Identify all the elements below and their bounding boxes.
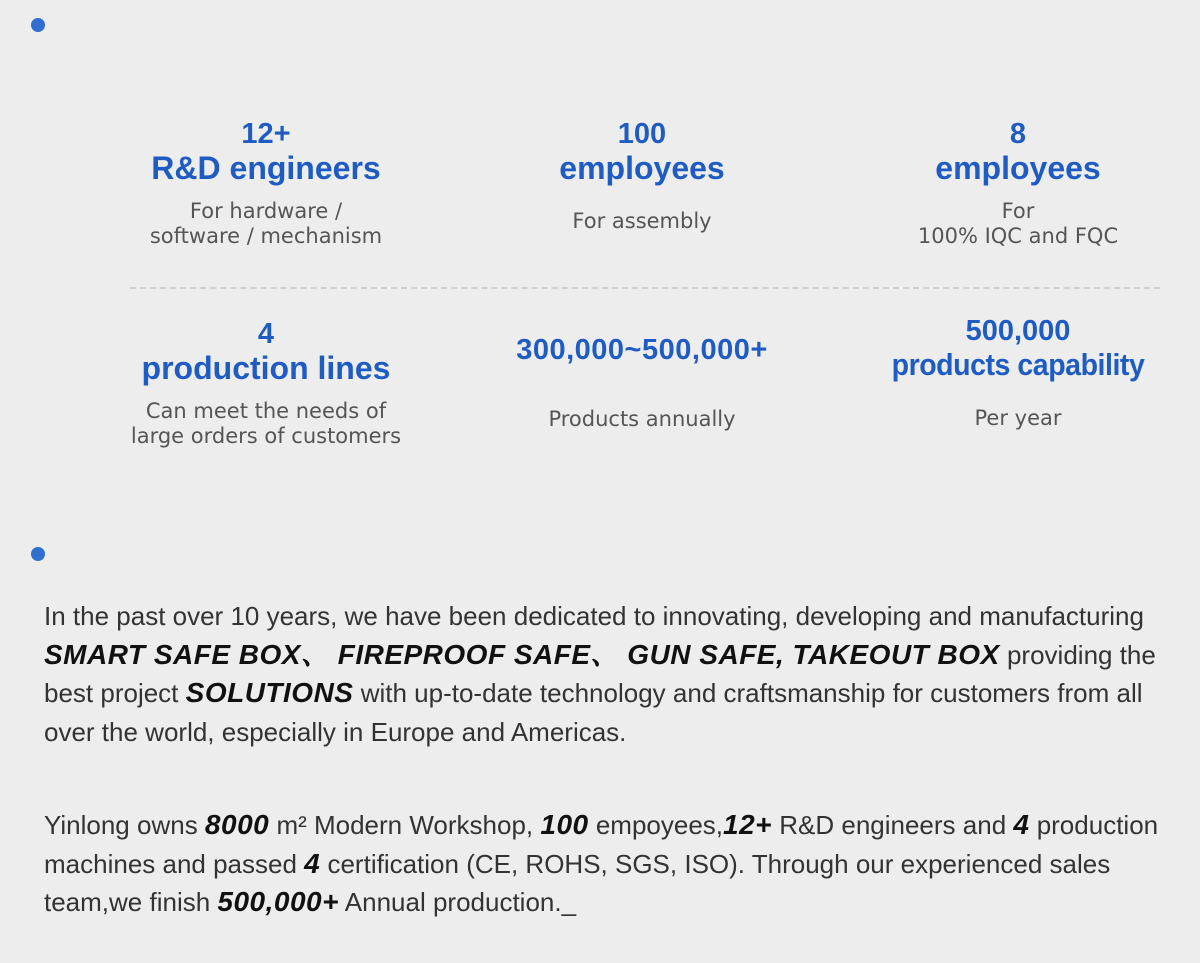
stat-desc-line: Products annually [548,407,736,431]
stat-qc-employees [828,117,1200,249]
stat-description [452,209,832,234]
company-text: Annual production._ [338,887,577,917]
stat-products-annually [452,333,832,432]
section-bullet-1 [31,18,45,32]
machine-count: 4 [1013,809,1030,840]
engineer-count: 12+ [723,809,773,840]
stat-description [76,399,456,449]
stat-number: 100 [617,118,667,150]
stat-title: employees [935,150,1101,186]
stat-assembly-employees [452,117,832,234]
workshop-area: 8000 [204,809,270,840]
stat-desc-line: For hardware / [189,199,343,223]
stat-title: production lines [141,350,391,386]
company-text: R&D engineers and [772,810,1014,840]
company-text: m² Modern Workshop, [269,810,541,840]
company-text: Yinlong owns [44,810,205,840]
stat-production-lines [76,317,456,449]
annual-production: 500,000+ [217,886,339,917]
stat-title: employees [559,150,725,186]
stat-desc-line: Per year [974,406,1062,430]
stat-desc-line: large orders of customers [130,424,402,448]
company-text: production machines and passed [44,810,1159,879]
intro-text: providing the best project [44,639,1156,708]
certification-count: 4 [304,847,321,879]
company-text: certification (CE, ROHS, SGS, ISO). Through our experienced sales team,we finish [44,848,1111,917]
stat-number: 12+ [241,118,291,150]
intro-products: SMART SAFE BOX、 FIREPROOF SAFE、 GUN SAFE, TAKEOUT BOX [44,638,1000,670]
stat-title: R&D engineers [151,150,381,186]
stat-desc-line: For [1001,199,1035,223]
employee-count: 100 [540,809,589,840]
stat-desc-line: Can meet the needs of [145,399,387,423]
stat-number: 8 [1009,118,1027,150]
company-paragraph [44,806,1174,922]
stat-description [452,407,832,432]
stat-desc-line: software / mechanism [149,224,383,248]
stat-products-capability [828,314,1200,431]
stat-desc-line: 100% IQC and FQC [917,224,1119,248]
section-bullet-2 [31,547,45,561]
intro-paragraph [44,597,1174,751]
intro-text: In the past over 10 years, we have been dedicated to innovating, developing and manufacturing [44,601,1144,631]
stat-number: 300,000~500,000+ [516,334,768,366]
stat-description [828,406,1200,431]
company-text: empoyees, [588,810,724,840]
intro-text: with up-to-date technology and craftsmanship for customers from all over the world, especially in Europe and Americas. [44,678,1143,747]
stat-number: 4 [257,318,275,350]
stat-desc-line: For assembly [572,209,712,233]
stat-rd-engineers [76,117,456,249]
stat-description [76,199,456,249]
stat-title: products capability [891,347,1145,382]
dashed-divider [130,287,1160,289]
stat-description [828,199,1200,249]
intro-solutions: SOLUTIONS [185,677,354,708]
stat-number: 500,000 [965,315,1071,347]
